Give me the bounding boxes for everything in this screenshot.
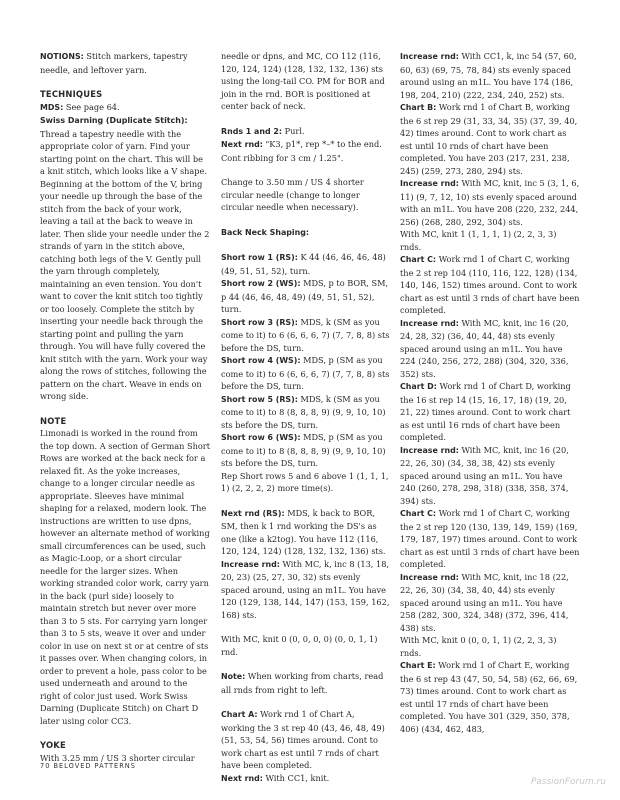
techniques-heading: TECHNIQUES [40,89,103,99]
watermark: PassionForum.ru [530,777,606,787]
notions-text: Stitch markers, tapestry needle, and leftover yarn. [40,51,188,75]
swiss-darning-text: Thread a tapestry needle with the appropriate color of yarn. Find your starting point on the chart. This will be a knit stitch, which looks like a V shape. Beginning at the bottom of the V, bring your needle up through the base of the stitch from the back of your work, leaving a tail at the back to weave in later. Then slide your needle under the 2 strands of yarn in the stitch above, catching both legs of the V. Gently pull the yarn through completely, maintaining an even tension. You don't want to cover the knit stitch too tightly or too loosely. Complete the stitch by inserting your needle back through the starting point and pulling the yarn through. You will have fully covered the knit stitch with the yarn. Work your way along the rows of stitches, following the pattern on the chart. Weave in ends on wrong side. [40,128,210,401]
mds-label: MDS: [40,102,64,112]
next-rnd-paragraph: Next rnd: "K3, p1*, rep *–* to the end. Cont ribbing for 3 cm / 1.25". [221,139,382,163]
chart-d-paragraph: Chart D: Work rnd 1 of Chart D, working the 16 st rep 14 (15, 16, 17, 18) (19, 20, 21, 22) times around. Cont to work chart as est until 16 rnds of chart have been completed. [400,381,571,442]
short-row-1: Short row 1 (RS): K 44 (46, 46, 46, 48) (49, 51, 51, 52), turn. [221,252,386,276]
note-paragraph: Note: When working from charts, read all rnds from right to left. [221,671,384,695]
increase-rnd-1: Increase rnd: With CC1, k, inc 54 (57, 60, 60, 63) (69, 75, 78, 84) sts evenly spaced around using an m1L. You have 174 (186, 198, 204, 210) (222, 234, 240, 252) sts. [400,51,577,100]
yoke-text: With 3.25 mm / US 3 shorter circular [40,752,195,763]
increase-rnd-3: Increase rnd: With MC, knit, inc 16 (20, 24, 28, 32) (36, 40, 44, 48) sts evenly spaced around using an m1L. You have 224 (240, 256, 272, 288) (304, 320, 336, 352) sts. [400,317,569,379]
mds-text: See page 64. [63,101,120,112]
short-row-6: Short row 6 (WS): MDS, p (SM as you come to it) to 8 (8, 8, 8, 9) (9, 9, 10, 10) sts before the DS, turn. [221,432,386,468]
next-rnd-cc1-paragraph: Next rnd: With CC1, knit. [221,772,330,783]
knit-rnds-paragraph-2: With MC, knit 0 (0, 0, 1, 1) (2, 2, 3, 3) rnds. [400,635,557,658]
cast-on-paragraph: needle or dpns, and MC, CO 112 (116, 120, 124, 124) (128, 132, 132, 136) sts using the long-tail CO. PM for BOR and join in the rnd. BOR is positioned at center back of neck. [221,51,385,111]
chart-e-paragraph: Chart E: Work rnd 1 of Chart E, working the 6 st rep 43 (47, 50, 54, 58) (62, 66, 69, 73) times around. Cont to work chart as est until 17 rnds of chart have been completed. You have 301 (329, 350, 378, 406) (434, 462, 483, [400,660,578,734]
column-right [400,50,580,735]
knit-rnds-paragraph: With MC, knit 1 (1, 1, 1, 1) (2, 2, 3, 3) rnds. [400,229,557,252]
notions-label: NOTIONS: [40,52,84,61]
back-neck-heading: Back Neck Shaping: [221,227,310,237]
increase-rnd-4: Increase rnd: With MC, knit, inc 16 (20, 22, 26, 30) (34, 38, 38, 42) sts evenly spaced around using an m1L. You have 240 (260, 278, 298, 318) (338, 358, 374, 394) sts. [400,444,569,506]
chart-c-paragraph-2: Chart C: Work rnd 1 of Chart C, working the 2 st rep 120 (130, 139, 149, 159) (169, 179, 187, 197) times around. Cont to work chart as est until 3 rnds of chart have been completed. [400,508,580,569]
page-footer: 70 BELOVED PATTERNS [40,762,136,770]
next-rnd-rs-paragraph: Next rnd (RS): MDS, k back to BOR, SM, then k 1 rnd working the DS's as one (like a k2tog). You have 112 (116, 120, 124, 124) (128, 132, 132, 136) sts. [221,507,386,556]
short-row-3: Short row 3 (RS): MDS, k (SM as you come to it) to 6 (6, 6, 6, 7) (7, 7, 8, 8) sts before the DS, turn. [221,316,390,353]
note-heading: NOTE [40,415,67,426]
rnds-paragraph: Rnds 1 and 2: Purl. [221,125,305,136]
knit-rnd-paragraph: With MC, knit 0 (0, 0, 0, 0) (0, 0, 1, 1) rnd. [221,634,378,657]
yoke-heading: YOKE [40,740,66,750]
chart-c-paragraph-1: Chart C: Work rnd 1 of Chart C, working the 2 st rep 104 (110, 116, 122, 128) (134, 140, 146, 152) times around. Cont to work chart as est until 3 rnds of chart have been completed. [400,254,580,315]
increase-rnd-2: Increase rnd: With MC, knit, inc 5 (3, 1, 6, 11) (9, 7, 12, 10) sts evenly spaced around with an m1L. You have 208 (220, 232, 244, 256) (268, 280, 292, 304) sts. [400,178,580,227]
short-row-5: Short row 5 (RS): MDS, k (SM as you come to it) to 8 (8, 8, 8, 9) (9, 9, 10, 10) sts before the DS, turn. [221,393,386,430]
short-row-2: Short row 2 (WS): MDS, p to BOR, SM, p 44 (46, 46, 48, 49) (49, 51, 51, 52), turn. [221,278,389,314]
increase-rnd-paragraph: Increase rnd: With MC, k, inc 8 (13, 18, 20, 23) (25, 27, 30, 32) sts evenly spaced around, using an m1L. You have 120 (129, 138, 144, 147) (153, 159, 162, 168) sts. [221,558,390,620]
note-text: Limonadi is worked in the round from the top down. A section of German Short Rows are worked at the back neck for a relaxed fit. As the yoke increases, change to a longer circular needle as appropriate. Sleeves have minimal shaping for a relaxed, modern look. The instructions are written to use dpns, however an alternate method of working small circumferences can be used, such as Magic-Loop, or a short circular needle for the larger sizes. When working stranded color work, carry yarn in the back (purl side) loosely to maintain stretch but never over more than 3 to 5 sts. For carrying yarn longer than 3 to 5 sts, weave it over and under color in use on next st or at centre of sts it passes over. When changing colors, in order to prevent a hole, pass color to be used underneath and around to the right of color just used. Work Swiss Darning (Duplicate Stitch) on Chart D later using color CC3. [40,428,210,726]
mds-paragraph [40,101,210,115]
swiss-heading: Swiss Darning (Duplicate Stitch): [40,116,188,125]
column-left [40,50,210,764]
column-middle [221,50,391,785]
chart-a-paragraph: Chart A: Work rnd 1 of Chart A, working the 3 st rep 40 (43, 46, 48, 49) (51, 53, 54, 56) times around. Cont to work chart as est until 7 rnds of chart have been completed. [221,709,385,770]
short-row-4: Short row 4 (WS): MDS, p (SM as you come to it) to 6 (6, 6, 6, 7) (7, 7, 8, 8) sts before the DS, turn. [221,355,390,391]
chart-b-paragraph: Chart B: Work rnd 1 of Chart B, working the 6 st rep 29 (31, 33, 34, 35) (37, 39, 40, 42) times around. Cont to work chart as est until 10 rnds of chart have been completed. You have 203 (217, 231, 238, 245) (259, 273, 280, 294) sts. [400,102,578,176]
notions-paragraph [40,50,210,76]
change-needle-paragraph: Change to 3.50 mm / US 4 shorter circular needle (change to longer circular needle when necessary). [221,177,364,212]
repeat-paragraph: Rep Short rows 5 and 6 above 1 (1, 1, 1, 1) (2, 2, 2, 2) more time(s). [221,470,389,493]
increase-rnd-5: Increase rnd: With MC, knit, inc 18 (22, 22, 26, 30) (34, 38, 40, 44) sts evenly spaced around using an m1L. You have 258 (282, 300, 324, 348) (372, 396, 414, 438) sts. [400,571,569,633]
